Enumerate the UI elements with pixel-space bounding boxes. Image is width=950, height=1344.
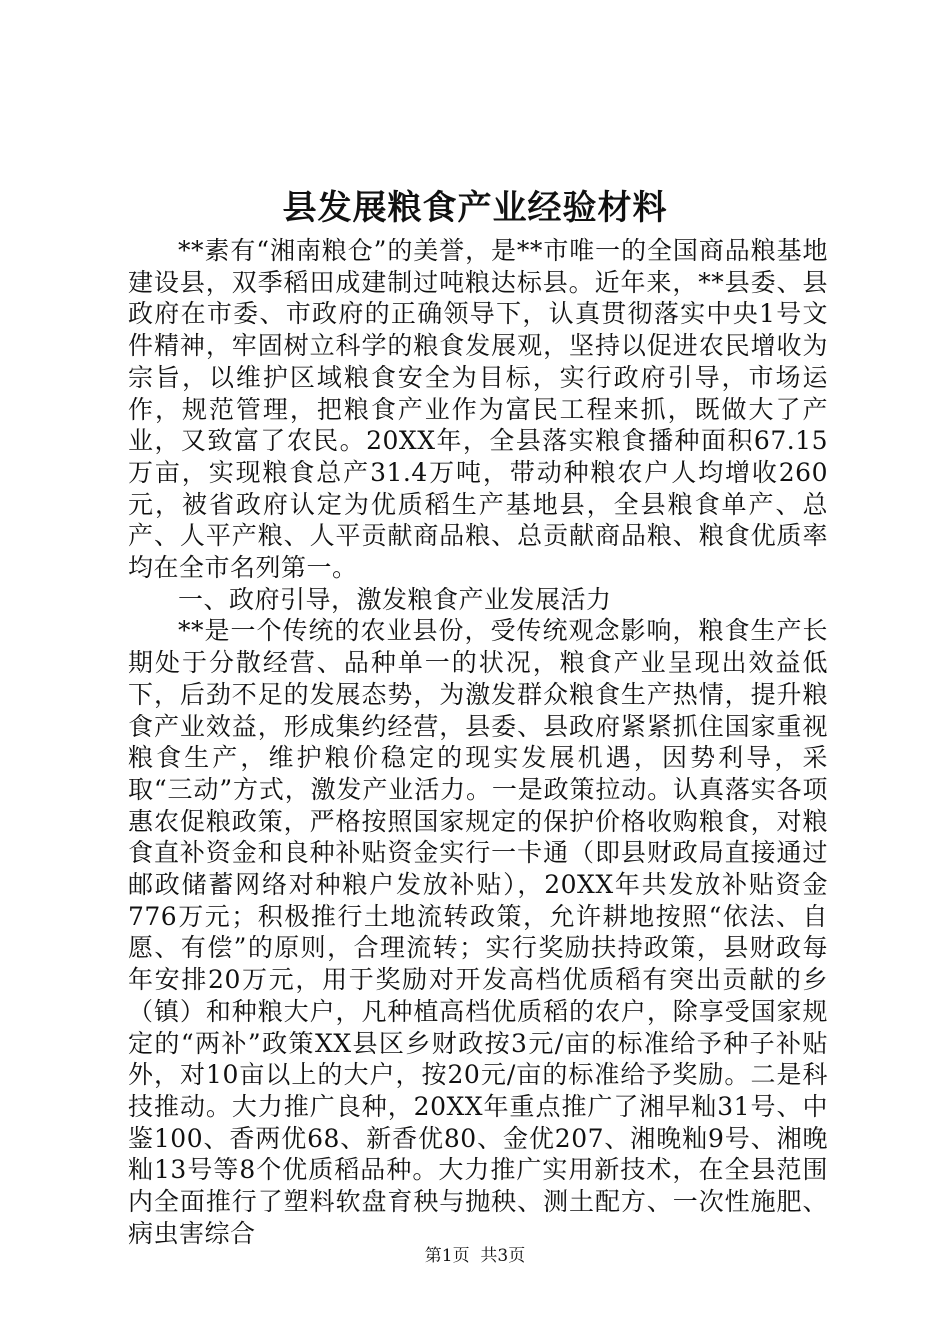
page-footer — [0, 1245, 950, 1267]
document-body — [128, 235, 828, 1250]
document-title: 县发展粮食产业经验材料 — [282, 188, 668, 228]
section-heading-1: 一、政府引导，激发粮食产业发展活力 — [178, 584, 612, 614]
section-1-paragraph: **是一个传统的农业县份，受传统观念影响，粮食生产长期处于分散经营、品种单一的状况，粮食产业呈现出效益低下，后劲不足的发展态势，为激发群众粮食生产热情，提升粮食产业效益，形成集约经营，县委、县政府紧紧抓住国家重视粮食生产，维护粮价稳定的现实发展机遇，因势利导，采取“三动”方式，激发产业活力。一是政策拉动。认真落实各项惠农促粮政策，严格按照国家规定的保护价格收购粮食，对粮食直补资金和良种补贴资金实行一卡通（即县财政局直接通过邮政储蓄网络对种粮户发放补贴），20XX年共发放补贴资金776万元；积极推行土地流转政策，允许耕地按照“依法、自愿、有偿”的原则，合理流转；实行奖励扶持政策，县财政每年安排20万元，用于奖励对开发高档优质稻有突出贡献的乡（镇）和种粮大户，凡种植高档优质稻的农户，除享受国家规定的“两补”政策XX县区乡财政按3元/亩的标准给予种子补贴外，对10亩以上的大户，按20元/亩的标准给予奖励。二是科技推动。大力推广良种，20XX年重点推广了湘早籼31号、中鉴100、香两优68、新香优80、金优207、湘晚籼9号、湘晚籼13号等8个优质稻品种。大力推广实用新技术，在全县范围内全面推行了塑料软盘育秧与抛秧、测土配方、一次性施肥、病虫害综合 — [128, 616, 828, 1248]
page-number: 第1页 — [424, 1246, 470, 1266]
intro-paragraph: **素有“湘南粮仓”的美誉，是**市唯一的全国商品粮基地建设县，双季稻田成建制过吨粮达标县。近年来，**县委、县政府在市委、市政府的正确领导下，认真贯彻落实中央1号文件精神，牢固树立科学的粮食发展观，坚持以促进农民增收为宗旨，以维护区域粮食安全为目标，实行政府引导，市场运作，规范管理，把粮食产业作为富民工程来抓，既做大了产业，又致富了农民。20XX年，全县落实粮食播种面积67.15万亩，实现粮食总产31.4万吨，带动种粮农户人均增收260元，被省政府认定为优质稻生产基地县，全县粮食单产、总产、人平产粮、人平贡献商品粮、总贡献商品粮、粮食优质率均在全市名列第一。 — [128, 236, 828, 583]
total-pages: 共3页 — [480, 1246, 526, 1266]
